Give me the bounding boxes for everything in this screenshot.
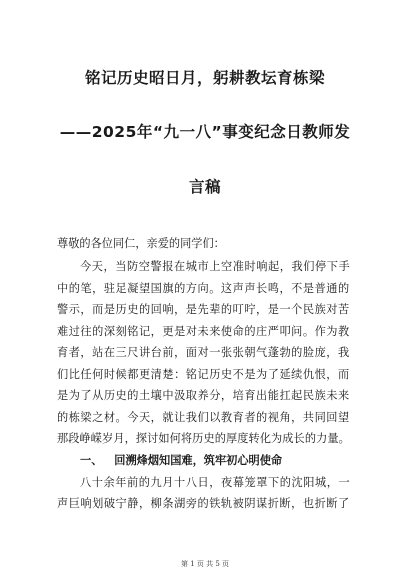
paragraph-1-line-8: 的栋梁之材。今天，就让我们以教育者的视角，共同回望 xyxy=(57,411,350,424)
paragraph-1-line-2: 中的笔，驻足凝望国旗的方向。这声声长鸣，不是普通的 xyxy=(57,282,350,295)
paragraph-1-line-6: 们比任何时候都更清楚：铭记历史不是为了延续仇恨，而 xyxy=(57,368,350,381)
title-line-2: ——2025年“九一八”事变纪念日教师发 xyxy=(59,123,351,141)
section-1-title: 回溯烽烟知国难，筑牢初心明使命 xyxy=(114,454,283,467)
page-footer: 第 1 页 共 5 页 xyxy=(180,560,230,568)
title-line-1: 铭记历史昭日月，躬耕教坛育栋梁 xyxy=(84,69,325,87)
paragraph-1-line-9: 那段峥嵘岁月，探讨如何将历史的厚度转化为成长的力量。 xyxy=(57,432,350,445)
paragraph-1-line-1: 今天，当防空警报在城市上空准时响起，我们停下手 xyxy=(80,260,351,273)
section-1-number: 一、 xyxy=(80,454,103,467)
title-line-3: 言稿 xyxy=(188,178,221,196)
salutation: 尊敬的各位同仁，亲爱的同学们： xyxy=(57,237,225,250)
paragraph-1-line-7: 是为了从历史的土壤中汲取养分，培育出能扛起民族未来 xyxy=(57,389,350,402)
paragraph-1-line-3: 警示，而是历史的回响，是先辈的叮咛，是一个民族对苦 xyxy=(57,303,350,316)
paragraph-1-line-4: 难过往的深刻铭记，更是对未来使命的庄严叩问。作为教 xyxy=(57,325,350,338)
section-1-heading xyxy=(80,454,282,468)
paragraph-1-line-5: 育者，站在三尺讲台前，面对一张张朝气蓬勃的脸庞，我 xyxy=(57,346,350,359)
paragraph-2-line-2: 声巨响划破宁静，柳条湖旁的铁轨被阴谋折断，也折断了 xyxy=(57,497,350,510)
paragraph-2-line-1: 八十余年前的九月十八日，夜幕笼罩下的沈阳城，一 xyxy=(80,476,351,489)
